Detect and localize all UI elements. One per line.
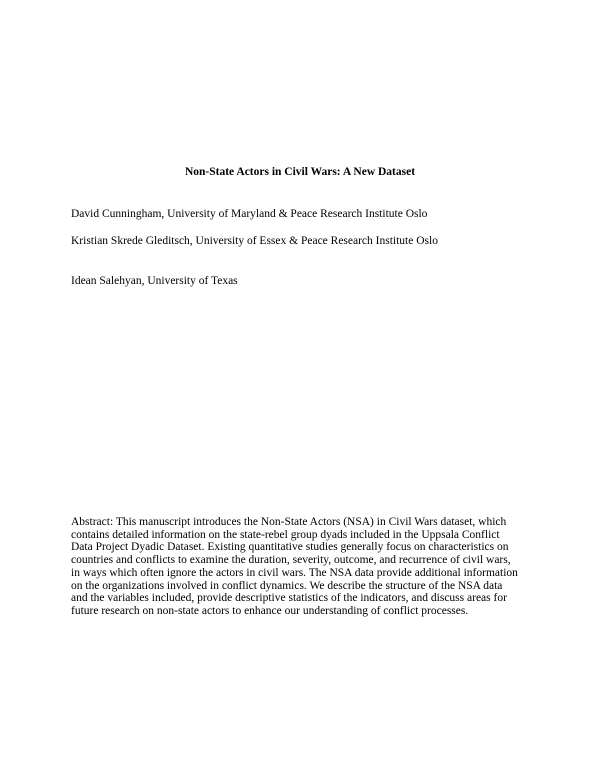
abstract-line: Abstract: This manuscript introduces the Non-State Actors (NSA) in Civil Wars dataset, which bbox=[71, 516, 507, 528]
paper-title: Non-State Actors in Civil Wars: A New Dataset bbox=[184, 166, 416, 178]
author-line: Kristian Skrede Gleditsch, University of Essex & Peace Research Institute Oslo bbox=[71, 235, 438, 247]
author-line: Idean Salehyan, University of Texas bbox=[71, 275, 238, 287]
abstract-line: in ways which often ignore the actors in civil wars. The NSA data provide additional information bbox=[71, 566, 518, 579]
abstract bbox=[71, 516, 541, 618]
abstract-line: on the organizations involved in conflict dynamics. We describe the structure of the NSA data bbox=[71, 579, 503, 592]
abstract-line: Data Project Dyadic Dataset. Existing quantitative studies generally focus on characteristics on bbox=[71, 541, 509, 554]
abstract-line: countries and conflicts to examine the duration, severity, outcome, and recurrence of civil wars, bbox=[71, 554, 511, 567]
abstract-line: and the variables included, provide descriptive statistics of the indicators, and discuss areas for bbox=[71, 592, 507, 605]
author-line: David Cunningham, University of Maryland & Peace Research Institute Oslo bbox=[71, 208, 428, 220]
abstract-line: future research on non-state actors to enhance our understanding of conflict processes. bbox=[71, 604, 469, 617]
abstract-line: contains detailed information on the state-rebel group dyads included in the Uppsala Conflict bbox=[71, 528, 500, 541]
